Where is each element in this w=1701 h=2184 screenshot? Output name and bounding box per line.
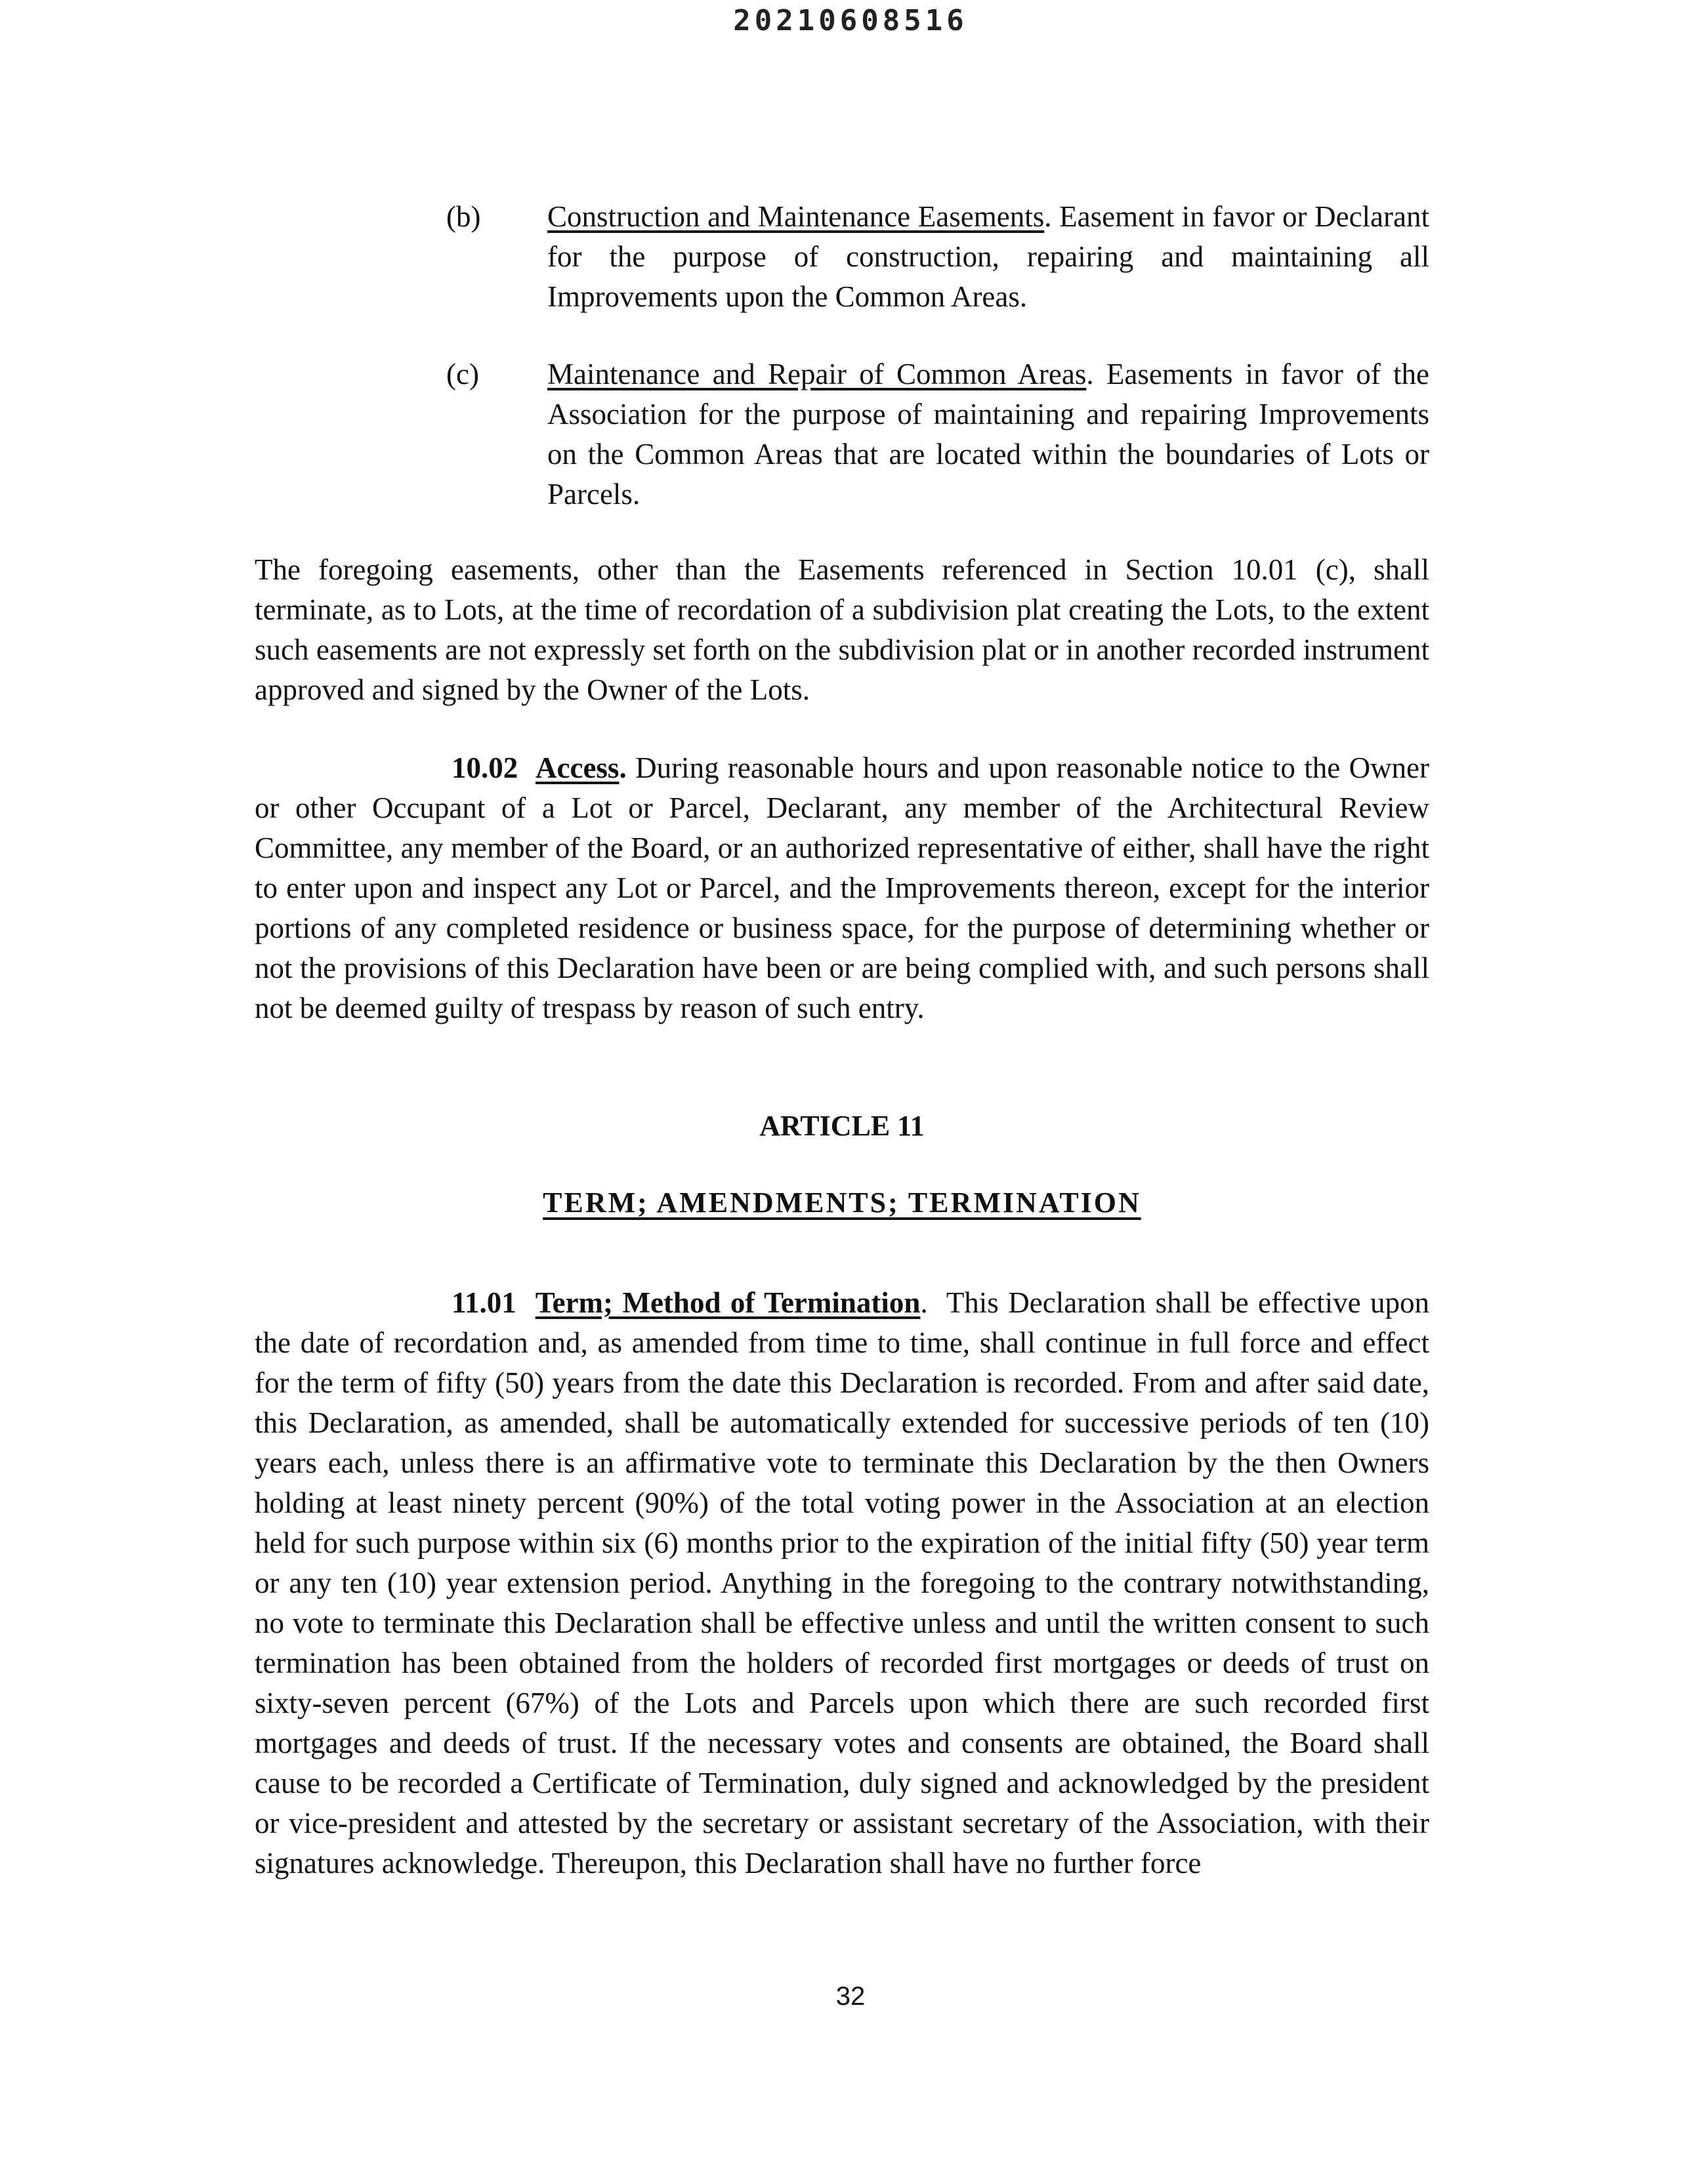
section-11-01: 11.01 Term; Method of Termination. This Declaration shall be effective upon the date of recordation and, as amended from time to time, shall continue in full force and effect for the term of fifty (50) years from the date this Declaration is recorded. From and after said date, this Declaration, as amended, shall be automatically extended for successive periods of ten (10) years each, unless there is an affirmative vote to terminate this Declaration by the then Owners holding at least ninety percent (90%) of the total voting power in the Association at an election held for such purpose within six (6) months prior to the expiration of the initial fifty (50) year term or any ten (10) year extension period. Anything in the foregoing to the contrary notwithstanding, no vote to terminate this Declaration shall be effective unless and until the written consent to such termination has been obtained from the holders of recorded first mortgages or deeds of trust on sixty-seven percent (67%) of the Lots and Parcels upon which there are such recorded first mortgages and deeds of trust. If the necessary votes and consents are obtained, the Board shall cause to be recorded a Certificate of Termination, duly signed and acknowledged by the president or vice-president and attested by the secretary or assistant secretary of the Association, with their signatures acknowledge. Thereupon, this Declaration shall have no further force: [255, 1286, 1430, 1880]
subsection-text: . Easements in favor of the Association for the purpose of maintaining and repairing Improvements on the Common Areas that are located within the boundaries of Lots or Parcels.: [547, 358, 1429, 511]
document-number: 20210608516: [733, 4, 968, 37]
subsection-heading: Construction and Maintenance Easements: [547, 200, 1045, 233]
article-heading: ARTICLE 11: [759, 1110, 925, 1142]
section-10-02: 10.02 Access. During reasonable hours and upon reasonable notice to the Owner or other Occupant of a Lot or Parcel, Declarant, any member of the Architectural Review Committee, any member of the Board, or an authorized representative of either, shall have the right to enter upon and inspect any Lot or Parcel, and the Improvements thereon, except for the interior portions of any completed residence or business space, for the purpose of determining whether or not the provisions of this Declaration have been or are being complied with, and such persons shall not be deemed guilty of trespass by reason of such entry.: [255, 751, 1430, 1024]
section-title: Term; Method of Termination: [535, 1286, 921, 1319]
section-title: Access: [536, 751, 620, 784]
subsection-body: [547, 354, 1429, 514]
section-number: 11.01: [452, 1286, 516, 1319]
subsection-c: [446, 354, 1429, 514]
section-text: During reasonable hours and upon reasonable notice to the Owner or other Occupant of a Lot or Parcel, Declarant, any member of the Architectural Review Committee, any member of the Board, or an authorized representative of either, shall have the right to enter upon and inspect any Lot or Parcel, and the Improvements thereon, except for the interior portions of any completed residence or business space, for the purpose of determining whether or not the provisions of this Declaration have been or are being complied with, and such persons shall not be deemed guilty of trespass by reason of such entry.: [255, 751, 1430, 1024]
page-number: 32: [835, 1982, 866, 2011]
subsection-text: . Easement in favor or Declarant for the purpose of construction, repairing and maintaining all Improvements upon the Common Areas.: [547, 200, 1429, 313]
subsection-heading: Maintenance and Repair of Common Areas: [547, 358, 1087, 390]
article-title: TERM; AMENDMENTS; TERMINATION: [543, 1186, 1141, 1219]
section-number: 10.02: [452, 751, 518, 784]
subsection-body: [547, 197, 1429, 317]
foregoing-paragraph: The foregoing easements, other than the Easements referenced in Section 10.01 (c), shall terminate, as to Lots, at the time of recordation of a subdivision plat creating the Lots, to the extent such easements are not expressly set forth on the subdivision plat or in another recorded instrument approved and signed by the Owner of the Lots.: [255, 553, 1429, 706]
subsection-label: (b): [446, 200, 481, 233]
subsection-b: [446, 197, 1429, 317]
section-text: This Declaration shall be effective upon the date of recordation and, as amended from time to time, shall continue in full force and effect for the term of fifty (50) years from the date this Declaration is recorded. From and after said date, this Declaration, as amended, shall be automatically extended for successive periods of ten (10) years each, unless there is an affirmative vote to terminate this Declaration by the then Owners holding at least ninety percent (90%) of the total voting power in the Association at an election held for such purpose within six (6) months prior to the expiration of the initial fifty (50) year term or any ten (10) year extension period. Anything in the foregoing to the contrary notwithstanding, no vote to terminate this Declaration shall be effective unless and until the written consent to such termination has been obtained from the holders of recorded first mortgages or deeds of trust on sixty-seven percent (67%) of the Lots and Parcels upon which there are such recorded first mortgages and deeds of trust. If the necessary votes and consents are obtained, the Board shall cause to be recorded a Certificate of Termination, duly signed and acknowledged by the president or vice-president and attested by the secretary or assistant secretary of the Association, with their signatures acknowledge. Thereupon, this Declaration shall have no further force: [255, 1286, 1430, 1880]
subsection-label: (c): [446, 358, 479, 390]
